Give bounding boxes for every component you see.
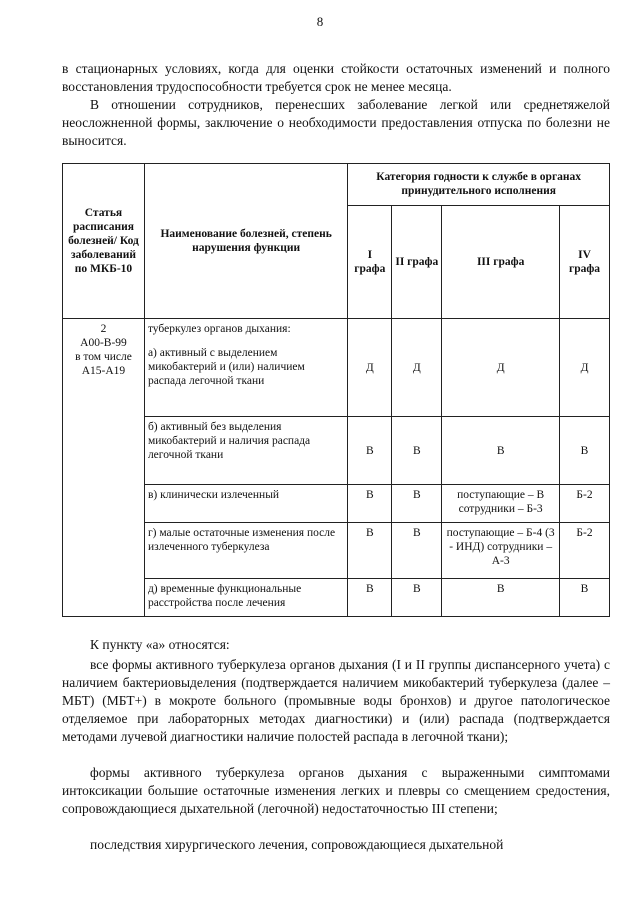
graph-1-value: В [348,579,392,617]
header-graph-4: IV графа [560,205,610,318]
graph-4-value: В [560,417,610,485]
graph-1-value: Д [348,319,392,417]
header-category: Категория годности к службе в органах принудительного исполнения [348,164,610,206]
disease-name-cell [144,319,347,417]
disease-name: в) клинически излеченный [144,485,347,523]
graph-2-value: В [392,417,442,485]
header-graph-1: I графа [348,205,392,318]
graph-3-value: В [442,579,560,617]
article-code: А00-В-99 [80,337,127,349]
fitness-category-table [62,163,610,617]
page-number: 8 [316,14,324,29]
disease-name: г) малые остаточные изменения после излеченного туберкулеза [144,523,347,579]
after-paragraph-2: все формы активного туберкулеза органов дыхания (I и II группы диспансерного учета) с наличием бактериовыделения (подтверждается наличием микобактерий туберкулеза (далее – МБТ) (МБТ+) в мокроте больного (промывные воды бронхов) и другое патологическое отделяемое при лабораторных методах диагностики) и (или) распада (подтверждается методами лучевой диагностики наличие полостей распада в легочной ткани); [62,657,610,744]
disease-name: д) временные функциональные расстройства после лечения [144,579,347,617]
header-disease-name: Наименование болезней, степень нарушения функции [144,164,347,319]
disease-name: б) активный без выделения микобактерий и наличия распада легочной ткани [144,417,347,485]
graph-2-value: В [392,579,442,617]
article-number: 2 [100,323,107,335]
graph-4-value: Б-2 [560,485,610,523]
table-row [63,319,610,417]
after-paragraph-4: последствия хирургического лечения, сопровождающиеся дыхательной [90,837,504,852]
article-range: А15-А19 [81,365,126,377]
article-cell [63,319,145,617]
graph-2-value: В [392,485,442,523]
graph-4-value: Д [560,319,610,417]
header-graph-2: II графа [392,205,442,318]
graph-1-value: В [348,417,392,485]
graph-3-value: Д [442,319,560,417]
graph-1-value: В [348,485,392,523]
intro-paragraph-2: В отношении сотрудников, перенесших заболевание легкой или среднетяжелой неосложненной формы, заключение о необходимости предоставления отпуска по болезни не выносится. [62,97,610,148]
article-including: в том числе [75,351,132,363]
graph-3-value: поступающие – В сотрудники – Б-3 [442,485,560,523]
header-article: Статья расписания болезней/ Код заболеваний по МКБ-10 [63,164,145,319]
intro-paragraph-1: в стационарных условиях, когда для оценки стойкости остаточных изменений и полного восстановления трудоспособности требуется срок не менее месяца. [62,61,610,94]
table-header-row [63,164,610,206]
graph-1-value: В [348,523,392,579]
table-row [63,417,610,485]
table-row [63,523,610,579]
disease-group-title: туберкулез органов дыхания: [147,323,291,335]
header-graph-3: III графа [442,205,560,318]
after-paragraph-3: формы активного туберкулеза органов дыхания с выраженными симптомами интоксикации большие остаточные изменения легких и плевры со смещением средостения, сопровождающиеся дыхательной (легочной) недостаточностью III степени; [62,765,610,816]
graph-4-value: В [560,579,610,617]
graph-3-value: В [442,417,560,485]
table-row [63,485,610,523]
graph-3-value: поступающие – Б-4 (3 - ИНД) сотрудники – А-3 [442,523,560,579]
graph-4-value: Б-2 [560,523,610,579]
table-row [63,579,610,617]
after-paragraph-1: К пункту «а» относятся: [90,637,230,652]
graph-2-value: Д [392,319,442,417]
disease-name: а) активный с выделением микобактерий и (или) наличием распада легочной ткани [147,347,305,387]
graph-2-value: В [392,523,442,579]
